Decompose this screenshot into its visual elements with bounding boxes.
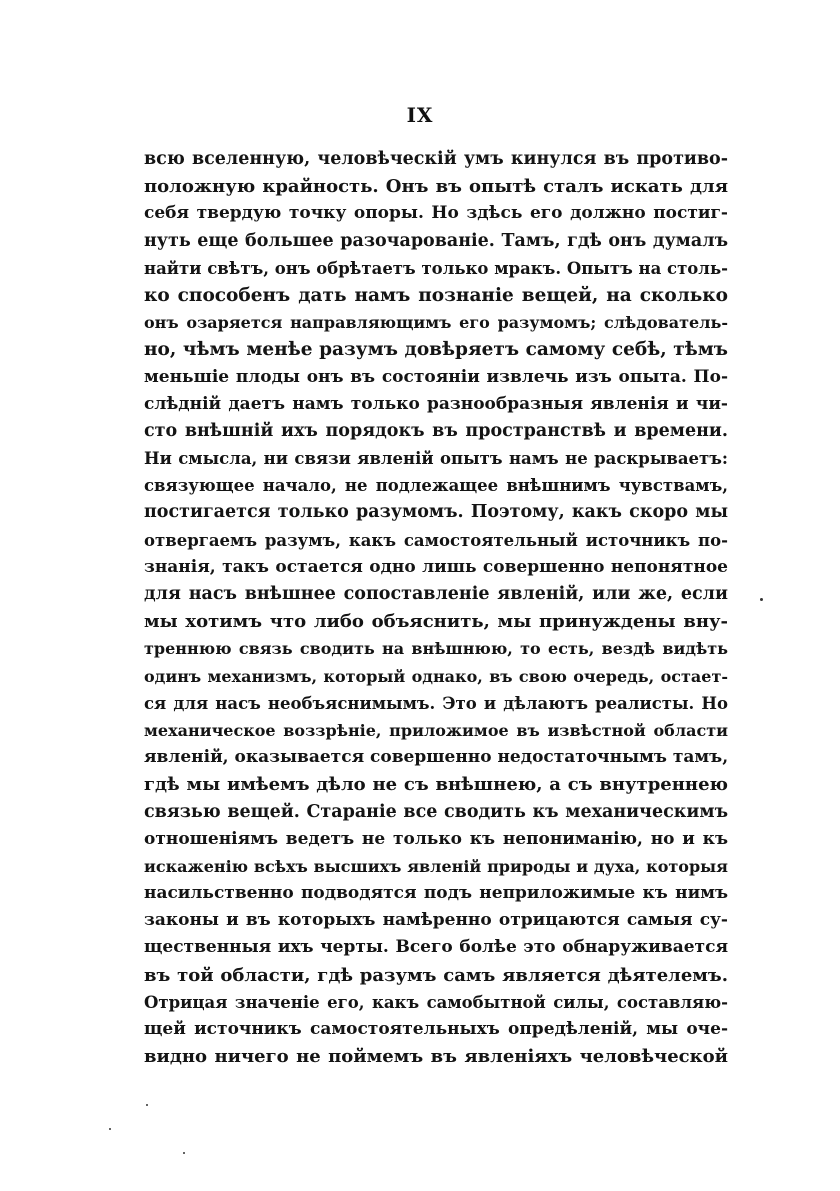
text-line: меньшіе плоды онъ въ состояніи извлечь изъ опыта. По- (144, 366, 728, 387)
page-number: IX (406, 103, 434, 127)
text-line: ся для насъ необъяснимымъ. Это и дѣлаютъ реалисты. Но (144, 693, 728, 713)
text-line: законы и въ которыхъ намѣренно отрицаются самыя су- (144, 910, 728, 931)
text-line: видно ничего не поймемъ въ явленіяхъ человѣческой (144, 1046, 728, 1068)
text-line: явленій, оказывается совершенно недостаточнымъ тамъ, (144, 747, 728, 768)
text-line: постигается только разумомъ. Поэтому, какъ скоро мы (144, 502, 728, 523)
text-line: слѣдній даетъ намъ только разнообразныя явленія и чи- (144, 393, 728, 414)
text-line: щей источникъ самостоятельныхъ опредѣленій, мы оче- (144, 1019, 728, 1039)
text-line: положную крайность. Онъ въ опытѣ сталъ искать для (144, 176, 728, 198)
text-line: одинъ механизмъ, который однако, въ свою очередь, остает- (144, 666, 728, 686)
text-line: щественныя ихъ черты. Всего болѣе это обнаруживается (144, 937, 728, 958)
text-line: найти свѣтъ, онъ обрѣтаетъ только мракъ. Опытъ на столь- (144, 258, 728, 278)
print-speck (183, 1152, 185, 1154)
text-line: Ни смысла, ни связи явленій опытъ намъ не раскрываетъ: (144, 449, 728, 469)
text-line: искаженію всѣхъ высшихъ явленій природы и духа, которыя (144, 856, 728, 876)
text-line: онъ озаряется направляющимъ его разумомъ; слѣдователь- (144, 313, 728, 333)
text-line: ко способенъ дать намъ познаніе вещей, на сколько (144, 284, 728, 306)
text-line: механическое воззрѣніе, приложимое въ извѣстной области (144, 720, 728, 740)
text-line: гдѣ мы имѣемъ дѣло не съ внѣшнею, а съ внутреннею (144, 774, 728, 796)
print-speck (109, 1128, 111, 1130)
body-text (144, 146, 728, 1070)
print-speck (760, 598, 763, 601)
text-line: для насъ внѣшнее сопоставленіе явленій, или же, если (144, 584, 728, 604)
text-line: знанія, такъ остается одно лишь совершенно непонятное (144, 556, 728, 577)
text-line: мы хотимъ что либо объяснить, мы принуждены вну- (144, 611, 728, 633)
print-speck (146, 1104, 148, 1106)
text-line: сто внѣшній ихъ порядокъ въ пространствѣ и времени. (144, 420, 728, 441)
text-line: но, чѣмъ менѣе разумъ довѣряетъ самому себѣ, тѣмъ (144, 339, 728, 361)
text-line: насильственно подводятся подъ неприложимые къ нимъ (144, 883, 728, 904)
text-line: отвергаемъ разумъ, какъ самостоятельный источникъ по- (144, 530, 728, 550)
text-line: треннюю связь сводить на внѣшнюю, то есть, вездѣ видѣть (144, 639, 728, 659)
text-line: нуть еще большее разочарованіе. Тамъ, гдѣ онъ думалъ (144, 230, 728, 251)
text-line: связующее начало, не подлежащее внѣшнимъ чувствамъ, (144, 476, 728, 496)
text-line: Отрицая значеніе его, какъ самобытной силы, составляю- (144, 992, 728, 1012)
text-line: отношеніямъ ведетъ не только къ непониманію, но и къ (144, 828, 728, 849)
text-line: въ той области, гдѣ разумъ самъ является дѣятелемъ. (144, 964, 728, 986)
text-line: себя твердую точку опоры. Но здѣсь его должно постиг- (144, 203, 728, 224)
text-line: всю вселенную, человѣческій умъ кинулся въ противо- (144, 149, 728, 169)
text-line: связью вещей. Стараніе все сводить къ механическимъ (144, 801, 728, 822)
